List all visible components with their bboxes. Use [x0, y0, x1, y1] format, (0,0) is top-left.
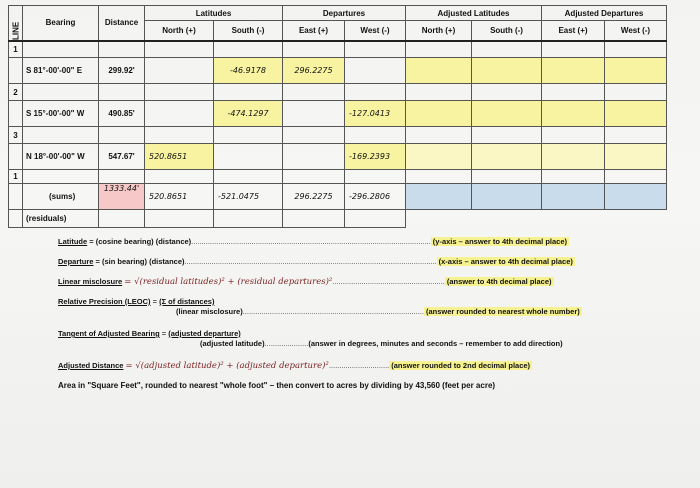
adj-dep-cell[interactable]: [542, 101, 605, 127]
adjusted-distance-formula: Adjusted Distance = √(adjusted latitude)² + (adjusted departure)²............................. (answer rounded to 2nd decimal place): [58, 361, 531, 371]
bearing-cell: S 15°-00'-00" W: [23, 101, 99, 127]
adj-north-header: North (+): [406, 21, 472, 41]
latitudes-header: Latitudes: [145, 6, 283, 21]
adj-dep-cell[interactable]: [605, 58, 667, 84]
south-header: South (-): [214, 21, 283, 41]
adj-lat-cell[interactable]: [406, 144, 472, 170]
sum-east-cell[interactable]: 296.2275: [283, 184, 345, 210]
adjusted-departures-header: Adjusted Departures: [542, 6, 667, 21]
adj-lat-cell[interactable]: [406, 101, 472, 127]
adj-sum-cell[interactable]: [542, 184, 605, 210]
sum-south-cell[interactable]: -521.0475: [214, 184, 283, 210]
latitude-south-cell[interactable]: -46.9178: [214, 58, 283, 84]
adjusted-latitudes-header: Adjusted Latitudes: [406, 6, 542, 21]
sum-north-cell[interactable]: 520.8651: [145, 184, 214, 210]
precision-formula: Relative Precision (LEOC) = (Σ of distances): [58, 297, 215, 306]
adj-sum-cell[interactable]: [605, 184, 667, 210]
adj-dep-cell[interactable]: [542, 58, 605, 84]
west-header: West (-): [345, 21, 406, 41]
residuals-label: (residuals): [23, 210, 99, 228]
distance-header: Distance: [99, 6, 145, 41]
misclosure-formula: Linear misclosure = √(residual latitudes)² + (residual departures)²...................................................... (answer to 4th decimal place): [58, 277, 552, 287]
tangent-denominator: (adjusted latitude).....................(answer in degrees, minutes and seconds – remember to add direction): [200, 339, 563, 348]
point-3: 3: [9, 127, 23, 144]
distance-cell: 547.67': [99, 144, 145, 170]
line-header: LINE: [9, 6, 23, 41]
adj-dep-cell[interactable]: [542, 144, 605, 170]
point-1: 1: [9, 41, 23, 58]
latitude-south-cell[interactable]: -474.1297: [214, 101, 283, 127]
adj-lat-cell[interactable]: [472, 101, 542, 127]
adj-east-header: East (+): [542, 21, 605, 41]
traverse-table: [8, 5, 667, 228]
tangent-formula: Tangent of Adjusted Bearing = (adjusted departure): [58, 329, 241, 338]
adj-west-header: West (-): [605, 21, 667, 41]
adj-south-header: South (-): [472, 21, 542, 41]
bearing-cell: S 81°-00'-00" E: [23, 58, 99, 84]
adj-lat-cell[interactable]: [472, 144, 542, 170]
adj-lat-cell[interactable]: [406, 58, 472, 84]
adj-sum-cell[interactable]: [472, 184, 542, 210]
adj-lat-cell[interactable]: [472, 58, 542, 84]
departures-header: Departures: [283, 6, 406, 21]
latitude-formula: Latitude = (cosine bearing) (distance)................................................................................................................... (y-axis – answer to 4th decimal place): [58, 237, 568, 246]
adj-sum-cell[interactable]: [406, 184, 472, 210]
north-header: North (+): [145, 21, 214, 41]
east-header: East (+): [283, 21, 345, 41]
bearing-header: Bearing: [23, 6, 99, 41]
point-1-closing: 1: [9, 170, 23, 184]
latitude-north-cell[interactable]: 520.8651: [145, 144, 214, 170]
departure-west-cell[interactable]: -127.0413: [345, 101, 406, 127]
departure-east-cell[interactable]: 296.2275: [283, 58, 345, 84]
departure-west-cell[interactable]: -169.2393: [345, 144, 406, 170]
bearing-cell: N 18°-00'-00" W: [23, 144, 99, 170]
precision-denominator: (linear misclosure)....................................................................................... (answer rounded to nearest whole number): [176, 307, 580, 316]
distance-cell: 490.85': [99, 101, 145, 127]
adj-dep-cell[interactable]: [605, 101, 667, 127]
area-instruction: Area in "Square Feet", rounded to nearest "whole foot" – then convert to acres by dividing by 43,560 (feet per acre): [58, 381, 496, 390]
distance-cell: 299.92': [99, 58, 145, 84]
adj-dep-cell[interactable]: [605, 144, 667, 170]
sums-label: (sums): [23, 184, 99, 210]
sum-distance-cell[interactable]: 1333.44': [99, 184, 145, 210]
point-2: 2: [9, 84, 23, 101]
sum-west-cell[interactable]: -296.2806: [345, 184, 406, 210]
departure-formula: Departure = (sin bearing) (distance)......................................................................................................................... (x-axis – answer to 4th decimal place): [58, 257, 573, 266]
